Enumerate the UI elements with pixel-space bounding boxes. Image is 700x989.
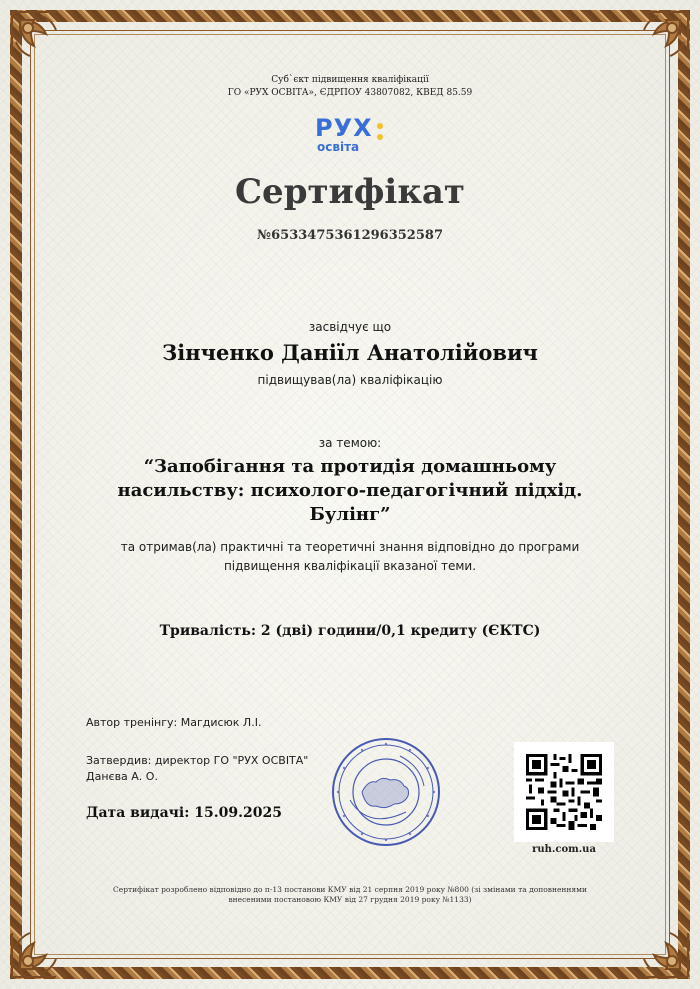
- issuer-info: [0, 74, 700, 100]
- knowledge-statement: [80, 538, 620, 576]
- approval-block: [86, 753, 308, 785]
- ruh-osvita-logo: [315, 114, 395, 158]
- certificate-number: №6533475361296352587: [257, 228, 443, 243]
- qr-code: [514, 742, 614, 842]
- logo-sub-text: освіта: [317, 140, 360, 154]
- website-link[interactable]: ruh.com.ua: [532, 844, 596, 855]
- legal-footer-line-2: внесеними постановою КМУ від 27 грудня 2019 року №1133): [228, 895, 472, 904]
- corner-ornament-icon: [614, 903, 694, 983]
- course-duration: Тривалість: 2 (дві) години/0,1 кредиту (ЄКТС): [159, 623, 541, 639]
- topic-label: за темою:: [318, 436, 382, 450]
- recipient-name: Зінченко Даніїл Анатолійович: [162, 340, 538, 365]
- training-author: Автор тренінгу: Магдисюк Л.І.: [86, 716, 262, 729]
- logo-main-text: РУХ: [315, 114, 373, 142]
- corner-ornament-icon: [6, 903, 86, 983]
- qr-code-icon: [526, 754, 602, 830]
- official-stamp-icon: [330, 736, 442, 848]
- raised-qualification-text: підвищував(ла) кваліфікацію: [257, 373, 443, 387]
- course-topic: “Запобігання та протидія домашньому насильству: психолого-педагогічний підхід. Булінг”: [117, 456, 583, 525]
- approver-title: Затвердив: директор ГО "РУХ ОСВІТА": [86, 754, 309, 767]
- legal-footer: [100, 885, 600, 905]
- knowledge-line-1: та отримав(ла) практичні та теоретичні знання відповідно до програми: [120, 540, 580, 554]
- approver-name: Данєва А. О.: [86, 770, 158, 783]
- issue-date: Дата видачі: 15.09.2025: [86, 805, 282, 821]
- issuer-line-2: ГО «РУХ ОСВІТА», ЄДРПОУ 43807082, КВЕД 85.59: [227, 88, 473, 98]
- knowledge-line-2: підвищення кваліфікації вказаної теми.: [223, 559, 477, 573]
- logo-dot-icon: [377, 134, 383, 140]
- certifies-text: засвідчує що: [308, 320, 392, 334]
- issuer-line-1: Суб`єкт підвищення кваліфікації: [271, 75, 429, 85]
- legal-footer-line-1: Сертифікат розроблено відповідно до п-13 постанови КМУ від 21 серпня 2019 року №800 (зі змінами та доповненнями: [113, 885, 587, 894]
- logo-dot-icon: [377, 123, 383, 129]
- certificate-title: Сертифікат: [235, 172, 465, 212]
